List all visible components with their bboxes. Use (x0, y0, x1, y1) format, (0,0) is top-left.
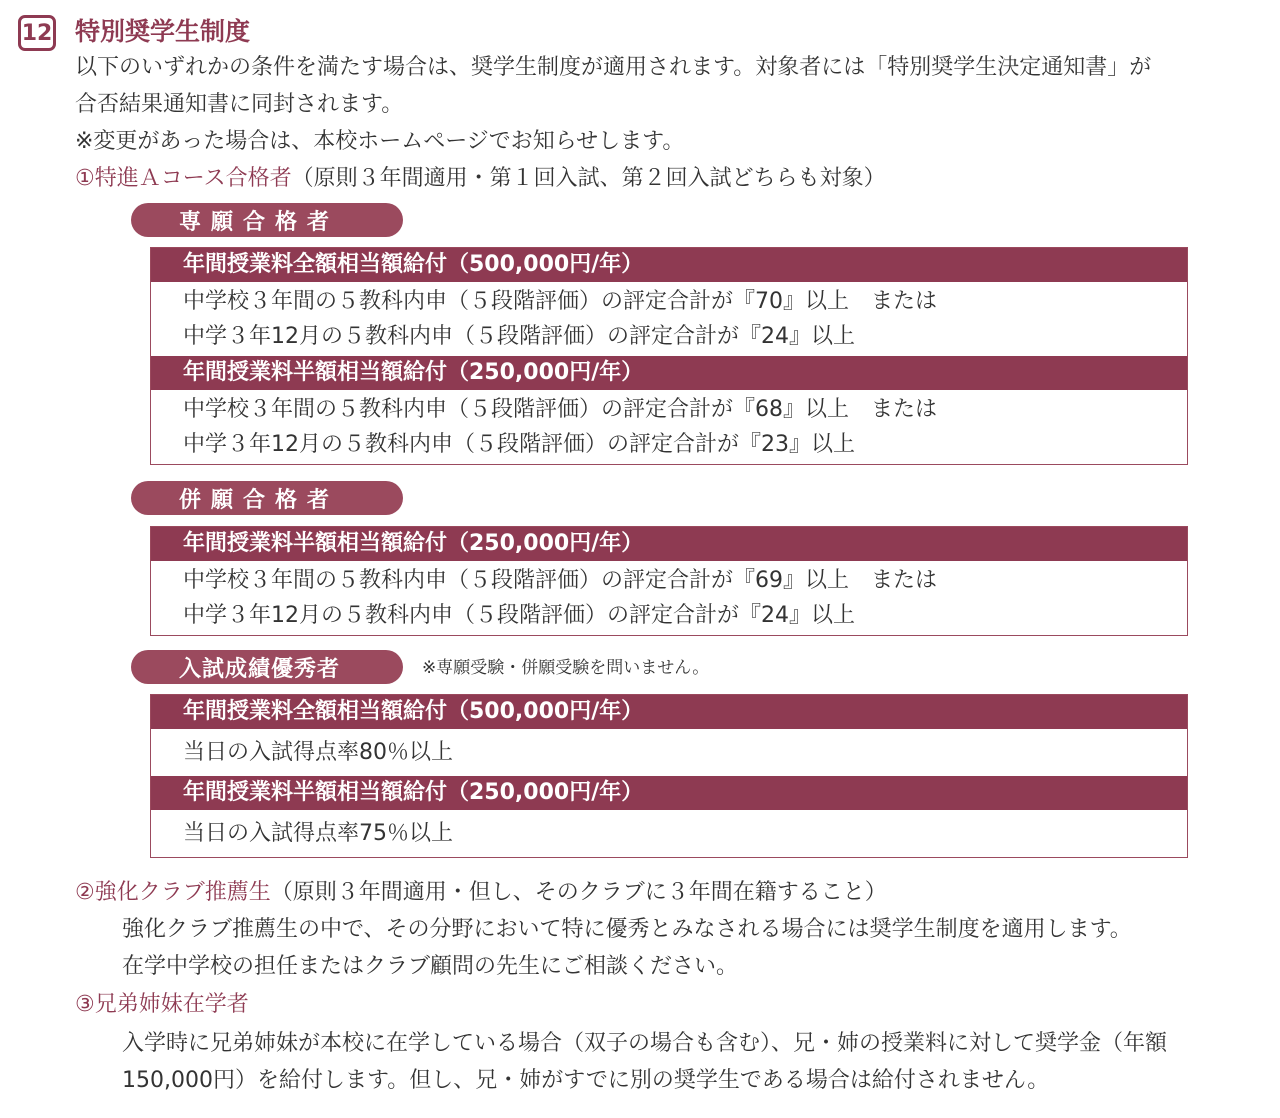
table-header: 年間授業料半額相当額給付（250,000円/年） (151, 527, 1187, 561)
item1-note: （原則３年間適用・第１回入試、第２回入試どちらも対象） (291, 166, 886, 191)
table-body (151, 282, 1187, 356)
table-body (151, 561, 1187, 635)
item1-heading (75, 163, 886, 195)
item3-line-1: 入学時に兄弟姉妹が本校に在学している場合（双子の場合も含む）、兄・姉の授業料に対して奨学金（年額 (122, 1031, 1168, 1056)
table-row: 中学校３年間の５教科内申（５段階評価）の評定合計が『69』以上 または (183, 568, 937, 593)
table-row: 中学３年12月の５教科内申（５段階評価）の評定合計が『23』以上 (183, 432, 855, 457)
table-senkan (150, 247, 1188, 465)
pill-senkan: 専願合格者 (131, 203, 403, 237)
intro-line-1: 以下のいずれかの条件を満たす場合は、奨学生制度が適用されます。対象者には「特別奨学生決定通知書」が (75, 55, 1152, 80)
table-header: 年間授業料全額相当額給付（500,000円/年） (151, 695, 1187, 729)
excellent-note: ※専願受験・併願受験を問いません。 (422, 658, 710, 678)
intro-line-2: 合否結果通知書に同封されます。 (75, 92, 404, 117)
table-body (151, 810, 1187, 857)
item2-heading (75, 877, 887, 909)
item3-line-2: 150,000円）を給付します。但し、兄・姉がすでに別の奨学生である場合は給付されません。 (122, 1068, 1050, 1093)
item1-label: ①特進Ａコース合格者 (75, 166, 292, 191)
pill-heigan: 併願合格者 (131, 481, 403, 515)
table-body (151, 729, 1187, 776)
table-row: 当日の入試得点率80％以上 (183, 740, 453, 765)
item2-line-2: 在学中学校の担任またはクラブ顧問の先生にご相談ください。 (122, 954, 739, 979)
table-row: 中学３年12月の５教科内申（５段階評価）の評定合計が『24』以上 (183, 603, 855, 628)
item3-heading: ③兄弟姉妹在学者 (75, 992, 249, 1017)
section-number-badge (18, 15, 56, 51)
section-title: 特別奨学生制度 (75, 17, 251, 46)
item2-note: （原則３年間適用・但し、そのクラブに３年間在籍すること） (270, 880, 887, 905)
table-row: 中学校３年間の５教科内申（５段階評価）の評定合計が『70』以上 または (183, 289, 937, 314)
item2-label: ②強化クラブ推薦生 (75, 880, 271, 905)
table-body (151, 390, 1187, 464)
table-row: 中学３年12月の５教科内申（５段階評価）の評定合計が『24』以上 (183, 324, 855, 349)
table-header: 年間授業料半額相当額給付（250,000円/年） (151, 356, 1187, 390)
pill-excellent: 入試成績優秀者 (131, 650, 403, 684)
table-heigan (150, 526, 1188, 636)
intro-line-3: ※変更があった場合は、本校ホームページでお知らせします。 (75, 129, 685, 154)
table-header: 年間授業料半額相当額給付（250,000円/年） (151, 776, 1187, 810)
section-number: 12 (21, 20, 53, 46)
table-row: 当日の入試得点率75％以上 (183, 821, 453, 846)
table-excellent (150, 694, 1188, 858)
item2-line-1: 強化クラブ推薦生の中で、その分野において特に優秀とみなされる場合には奨学生制度を適用します。 (122, 917, 1132, 942)
table-row: 中学校３年間の５教科内申（５段階評価）の評定合計が『68』以上 または (183, 397, 937, 422)
table-header: 年間授業料全額相当額給付（500,000円/年） (151, 248, 1187, 282)
